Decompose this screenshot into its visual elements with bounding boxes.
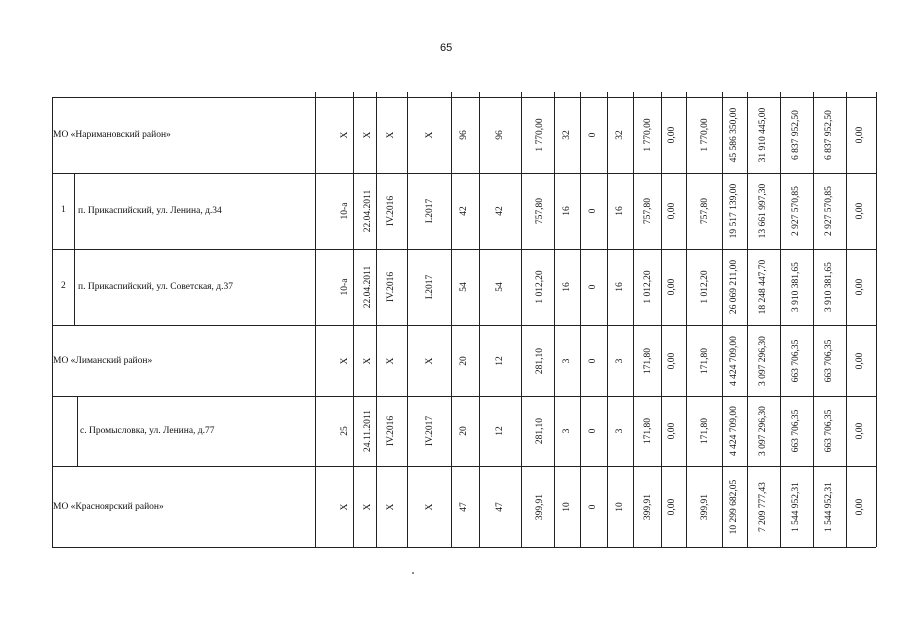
table-cell: 3 [562,358,572,363]
table-cell: 3 910 381,65 [824,262,834,312]
table-cell: Х [425,357,435,364]
table-cell: 22.04.2011 [363,265,373,309]
table-cell: 0,00 [667,498,677,515]
table-cell: 20 [459,355,469,366]
table-cell: 399,91 [700,493,710,520]
column-divider [376,92,377,547]
table-cell: 0 [588,284,598,290]
column-divider [876,92,877,547]
table-cell: 1 770,00 [700,118,710,152]
table-cell: 281,10 [535,417,545,445]
table-cell: 16 [562,206,572,216]
table-cell: 12 [495,426,505,436]
table-cell: 0,00 [855,202,865,220]
table-cell: 0,00 [667,202,677,220]
table-cell: Х [425,131,435,139]
page-number: 65 [440,42,453,54]
table-cell: 31 910 445,00 [758,107,768,163]
row-divider [52,466,876,467]
table-cell: 171,80 [700,417,710,445]
table-cell: Х [386,357,396,364]
table-cell: I.2017 [425,274,435,300]
row-divider [52,547,876,548]
column-divider [722,92,723,547]
column-divider [521,92,522,547]
column-divider [780,92,781,547]
table-cell: 0 [588,132,598,138]
table-cell: 1 544 952,31 [791,481,801,532]
index-divider [74,249,75,325]
index-divider [77,396,78,466]
table-cell: 171,80 [700,347,710,374]
address-label: п. Прикаспийский, ул. Ленина, д.34 [78,206,222,216]
table-cell: 2 927 570,85 [824,186,834,236]
table-cell: 10 299 682,05 [729,479,739,534]
row-divider [52,249,876,250]
table-cell: 10-а [340,278,350,296]
table-cell: 663 706,35 [791,409,801,453]
table-cell: 3 [615,428,625,434]
table-cell: 3 [562,428,572,434]
column-divider [813,92,814,547]
table-cell: 22.04.2011 [363,189,373,233]
table-cell: 663 706,35 [824,339,834,382]
column-divider [407,92,408,547]
table-cell: IV.2016 [386,415,396,447]
column-divider [747,92,748,547]
table-cell: 0,00 [667,352,677,369]
table-cell: 32 [615,130,625,140]
table-cell: 47 [495,501,505,512]
column-divider [661,92,662,547]
table-cell: I.2017 [425,198,435,224]
column-divider [580,92,581,547]
table-cell: 171,80 [643,347,653,374]
table-cell: 0,00 [855,352,865,369]
row-index: 1 [61,205,66,215]
table-cell: 663 706,35 [824,409,834,453]
table-cell: Х [340,357,350,364]
table-cell: 0,00 [667,422,677,440]
table-cell: 3 097 296,30 [758,406,768,456]
table-cell: 399,91 [535,493,545,520]
table-cell: 16 [562,282,572,292]
table-cell: Х [425,503,435,510]
table-cell: 3 910 381,65 [791,262,801,312]
table-cell: 0 [588,428,598,434]
table-cell: 10 [615,501,625,512]
table-cell: 1 544 952,31 [824,481,834,532]
table-cell: 42 [459,206,469,216]
scan-speck [412,572,414,574]
table-cell: 0,00 [855,422,865,440]
table-cell: 757,80 [643,197,653,225]
table-cell: 16 [615,282,625,292]
row-divider [52,396,876,397]
table-cell: 3 [615,358,625,363]
table-cell: 18 248 447,70 [758,259,768,315]
district-label: МО «Лиманский район» [53,355,153,366]
table-cell: 16 [615,206,625,216]
table-cell: Х [363,357,373,364]
column-divider [353,92,354,547]
table-cell: 96 [459,130,469,140]
column-divider [479,92,480,547]
column-divider [607,92,608,547]
table-cell: 32 [562,130,572,140]
table-cell: 6 837 952,50 [824,110,834,160]
district-label: МО «Наримановский район» [53,130,171,140]
table-cell: IV.2017 [425,415,435,447]
table-cell: Х [386,131,396,139]
table-cell: 281,10 [535,347,545,374]
table-cell: 96 [495,130,505,140]
table-cell: 0 [588,358,598,363]
table-cell: 24.11.2011 [363,409,373,453]
table-cell: Х [363,503,373,510]
table-cell: 26 069 211,00 [729,259,739,315]
table-cell: 0,00 [855,498,865,515]
column-divider [686,92,687,547]
table-cell: 1 770,00 [535,118,545,152]
table-left-border [52,97,53,547]
table-cell: 47 [459,501,469,512]
table-cell: 54 [495,282,505,292]
table-cell: 399,91 [643,493,653,520]
table-cell: 13 661 997,30 [758,183,768,239]
column-divider [846,92,847,547]
table-cell: 10-а [340,202,350,220]
table-cell: 757,80 [535,197,545,225]
address-label: с. Промысловка, ул. Ленина, д.77 [80,426,215,436]
table-cell: 10 [562,501,572,512]
index-divider [74,173,75,249]
row-divider [52,97,876,98]
column-divider [633,92,634,547]
table-cell: 0,00 [667,126,677,144]
row-divider [52,325,876,326]
table-cell: 0,00 [855,278,865,296]
table-cell: 3 097 296,30 [758,335,768,386]
row-divider [52,173,876,174]
column-divider [451,92,452,547]
table-cell: 1 012,20 [700,270,710,304]
table-cell: 4 424 709,00 [729,335,739,386]
column-divider [315,92,316,547]
table-cell: 1 012,20 [643,270,653,304]
district-label: МО «Красноярский район» [53,501,164,512]
table-cell: 6 837 952,50 [791,110,801,160]
table-cell: 0 [588,208,598,214]
table-cell: 20 [459,426,469,436]
table-cell: 25 [340,426,350,436]
table-cell: 171,80 [643,417,653,445]
row-index: 2 [61,281,66,291]
table-cell: 19 517 139,00 [729,183,739,239]
column-divider [554,92,555,547]
table-cell: 42 [495,206,505,216]
table-cell: Х [340,503,350,510]
address-label: п. Прикаспийский, ул. Советская, д.37 [78,282,233,292]
table-cell: 12 [495,355,505,366]
table-cell: 2 927 570,85 [791,186,801,236]
table-cell: 1 012,20 [535,270,545,304]
table-cell: Х [386,503,396,510]
table-cell: Х [363,131,373,139]
table-cell: 0 [588,504,598,509]
table-cell: 7 209 777,43 [758,481,768,532]
table-cell: 0,00 [855,126,865,144]
table-cell: 757,80 [700,197,710,225]
table-cell: 0,00 [667,278,677,296]
table-cell: IV.2016 [386,195,396,227]
table-cell: 45 586 350,00 [729,107,739,163]
table-cell: 1 770,00 [643,118,653,152]
table-cell: Х [340,131,350,139]
table-cell: 54 [459,282,469,292]
table-cell: 663 706,35 [791,339,801,382]
table-cell: IV.2016 [386,271,396,303]
table-cell: 4 424 709,00 [729,406,739,456]
